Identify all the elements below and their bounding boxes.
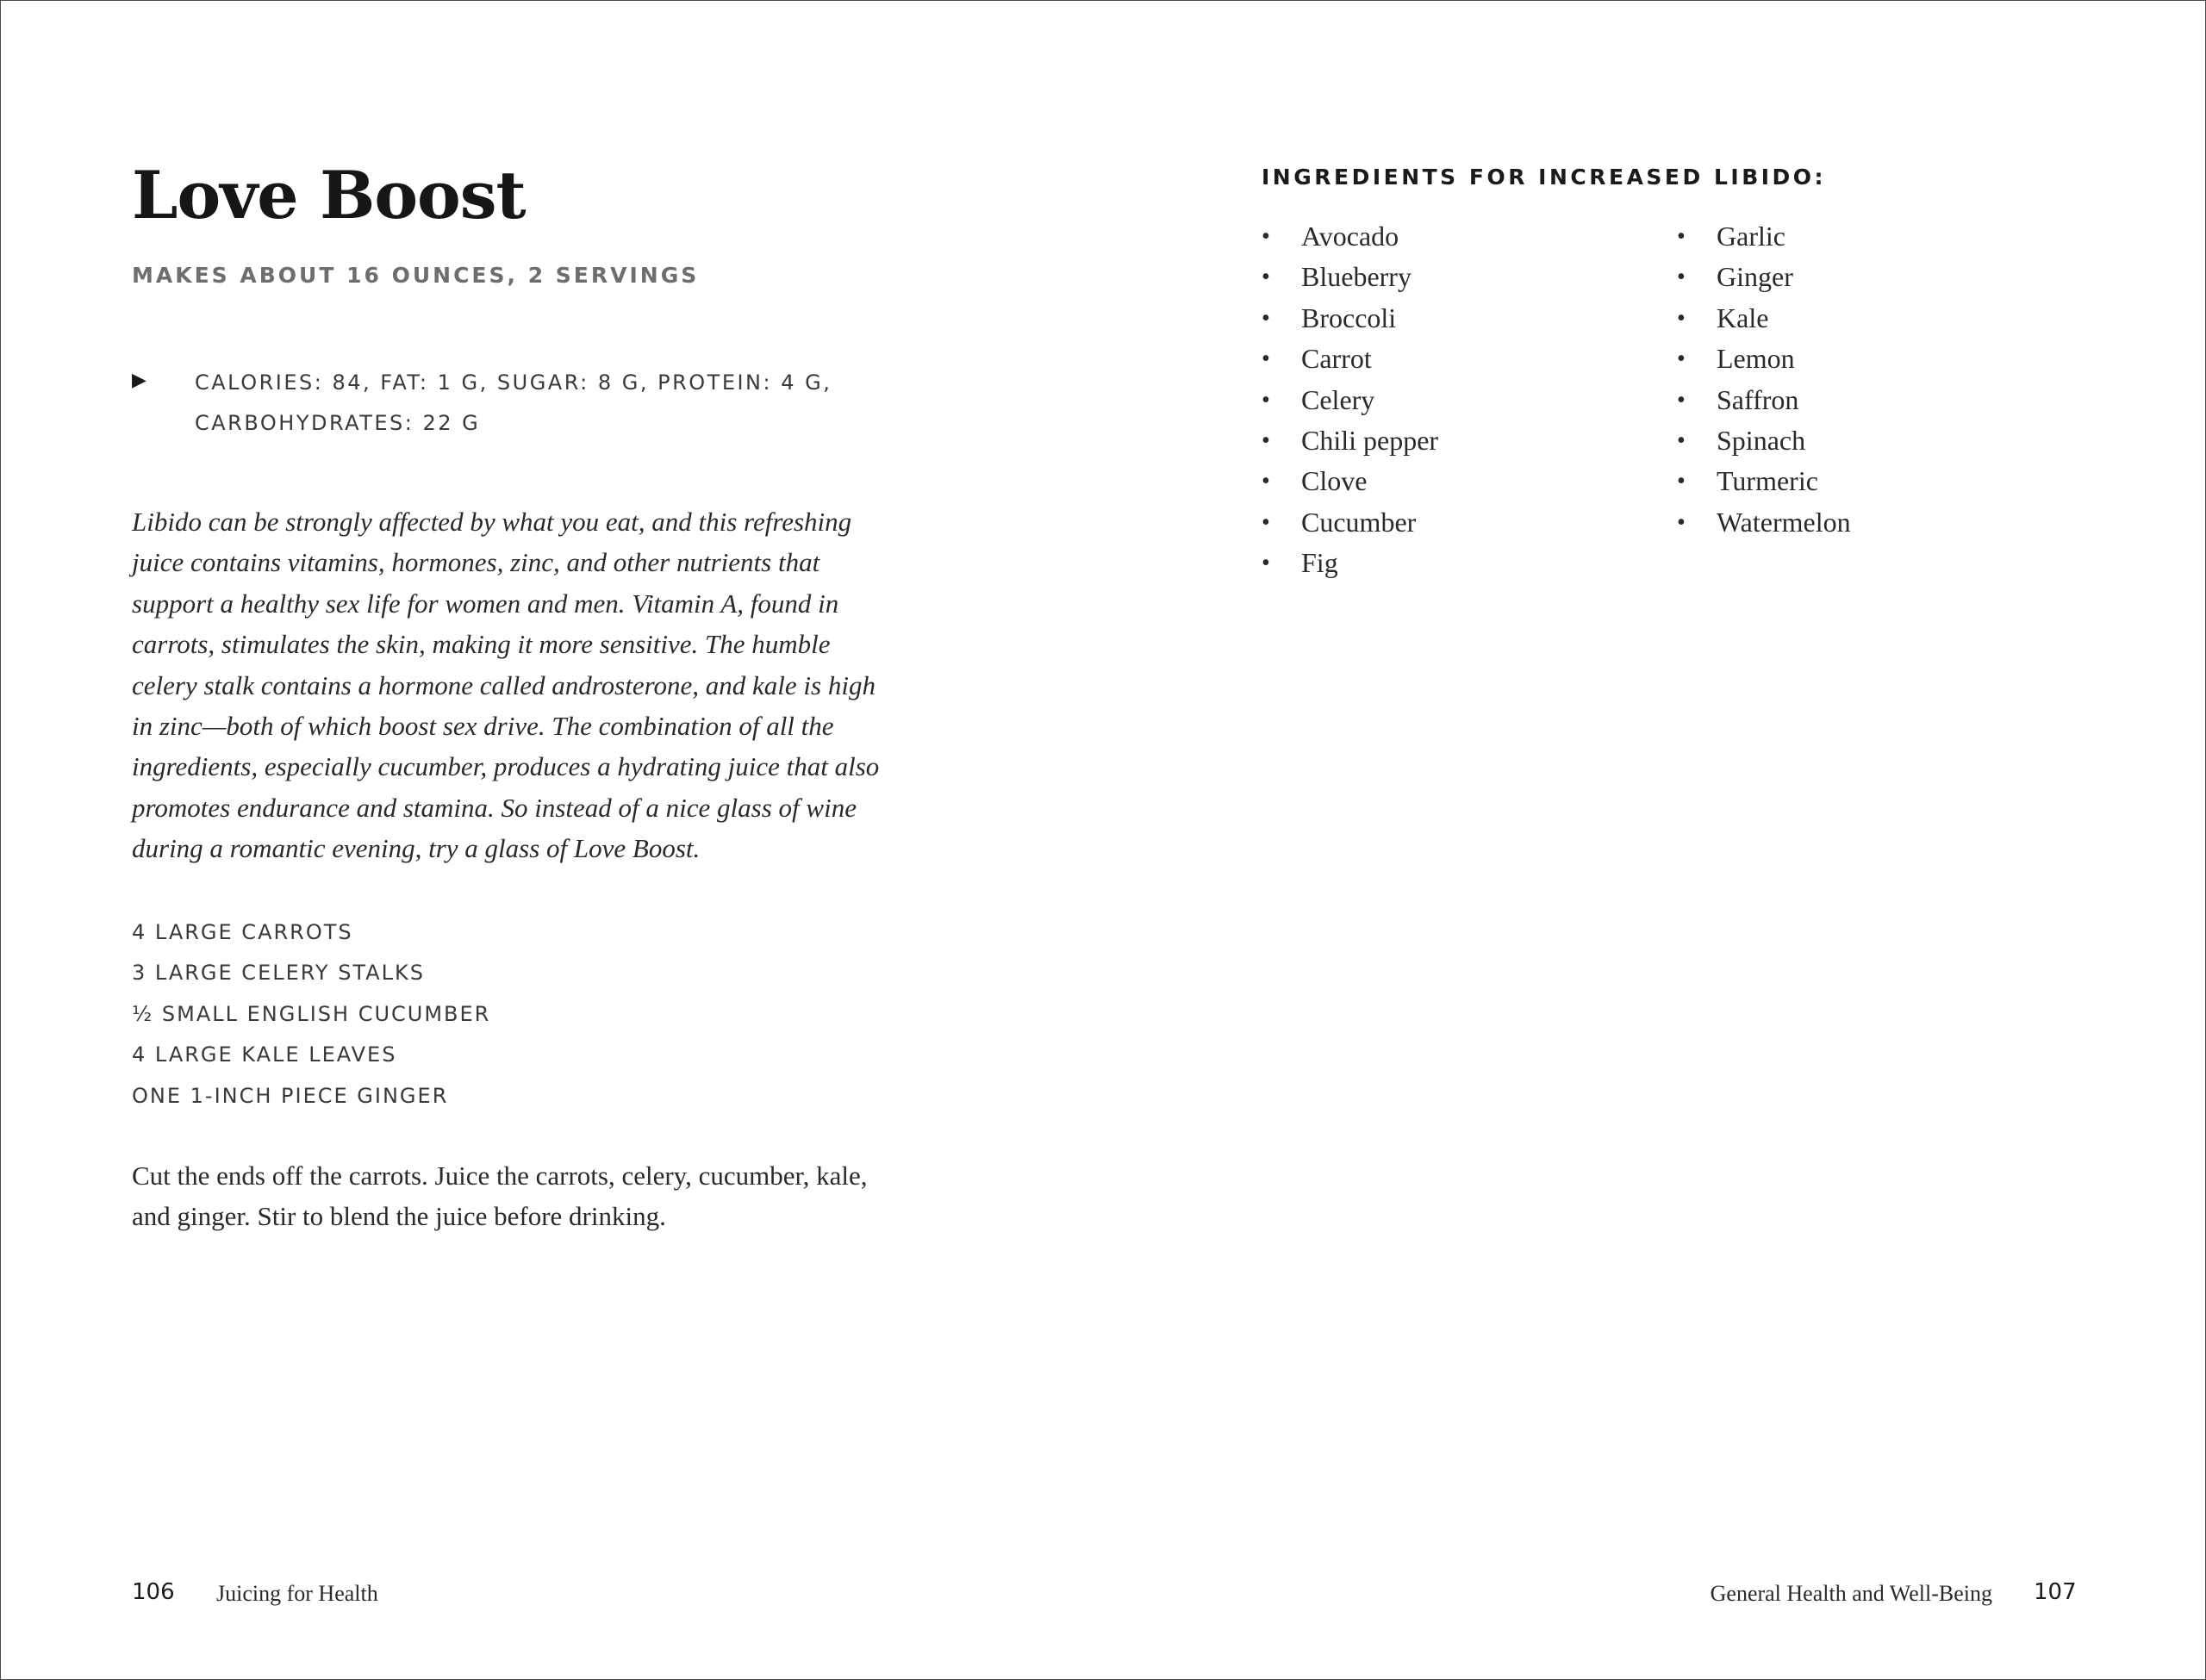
- bullet-icon: •: [1262, 550, 1270, 577]
- libido-item-label: Saffron: [1717, 383, 1799, 415]
- intro-line: carrots, stimulates the skin, making it more sensitive. The humble: [132, 629, 831, 660]
- libido-item-label: Broccoli: [1301, 302, 1397, 333]
- intro-line: support a healthy sex life for women and men. Vitamin A, found in: [132, 588, 839, 619]
- bullet-icon: •: [1677, 304, 1686, 332]
- libido-item-label: Clove: [1301, 465, 1368, 497]
- bullet-icon: •: [1677, 345, 1686, 373]
- libido-item: [1677, 502, 1851, 543]
- recipe-yield: MAKES ABOUT 16 OUNCES, 2 SERVINGS: [132, 263, 700, 288]
- ingredient-list: [132, 912, 490, 1117]
- libido-item: [1262, 216, 1438, 257]
- libido-item-label: Celery: [1301, 383, 1375, 415]
- nutrition-line: CALORIES: 84, FAT: 1 G, SUGAR: 8 G, PROTEIN: 4 G,: [195, 370, 832, 395]
- libido-item-label: Blueberry: [1301, 261, 1411, 293]
- ingredient-item: 4 LARGE KALE LEAVES: [132, 1042, 397, 1067]
- recipe-title: Love Boost: [132, 157, 526, 233]
- libido-item: [1262, 298, 1438, 339]
- bullet-icon: •: [1677, 223, 1686, 250]
- recipe-directions: [132, 1155, 994, 1237]
- bullet-icon: •: [1262, 508, 1270, 536]
- play-arrow-icon: ▶: [132, 370, 146, 391]
- intro-line: promotes endurance and stamina. So instead of a nice glass of wine: [132, 792, 857, 823]
- recipe-intro: [132, 501, 959, 869]
- nutrition-info: [195, 363, 970, 444]
- libido-item-label: Chili pepper: [1301, 425, 1439, 457]
- left-running-head: Juicing for Health: [216, 1581, 378, 1606]
- intro-line: during a romantic evening, try a glass of Love Boost.: [132, 833, 701, 864]
- right-page-number: 107: [2034, 1579, 2077, 1605]
- libido-item-label: Watermelon: [1717, 506, 1851, 538]
- ingredient-item: ½ SMALL ENGLISH CUCUMBER: [132, 1001, 491, 1026]
- intro-line: ingredients, especially cucumber, produces a hydrating juice that also: [132, 751, 880, 782]
- libido-list-column-1: [1262, 216, 1438, 584]
- libido-item: [1677, 298, 1851, 339]
- bullet-icon: •: [1677, 468, 1686, 495]
- libido-item: [1262, 461, 1438, 501]
- bullet-icon: •: [1262, 427, 1270, 455]
- libido-item: [1677, 216, 1851, 257]
- libido-item: [1262, 502, 1438, 543]
- bullet-icon: •: [1677, 427, 1686, 455]
- libido-item-label: Ginger: [1717, 261, 1793, 293]
- libido-item-label: Cucumber: [1301, 506, 1417, 538]
- intro-line: in zinc—both of which boost sex drive. The combination of all the: [132, 711, 834, 742]
- bullet-icon: •: [1262, 223, 1270, 250]
- ingredient-item: 3 LARGE CELERY STALKS: [132, 961, 425, 986]
- bullet-icon: •: [1262, 304, 1270, 332]
- libido-item-label: Fig: [1301, 547, 1338, 579]
- bullet-icon: •: [1677, 508, 1686, 536]
- nutrition-line: CARBOHYDRATES: 22 G: [195, 411, 481, 435]
- libido-item-label: Garlic: [1717, 221, 1785, 252]
- bullet-icon: •: [1262, 345, 1270, 373]
- bullet-icon: •: [1677, 264, 1686, 291]
- libido-item-label: Turmeric: [1717, 465, 1818, 497]
- libido-item-label: Kale: [1717, 302, 1769, 333]
- intro-line: juice contains vitamins, hormones, zinc, and other nutrients that: [132, 547, 820, 578]
- directions-line: and ginger. Stir to blend the juice before drinking.: [132, 1201, 666, 1232]
- ingredient-item: 4 LARGE CARROTS: [132, 920, 353, 944]
- bullet-icon: •: [1677, 386, 1686, 414]
- right-running-head: General Health and Well-Being: [1710, 1581, 1992, 1606]
- libido-item: [1262, 543, 1438, 583]
- libido-item: [1677, 461, 1851, 501]
- libido-item-label: Lemon: [1717, 343, 1795, 375]
- libido-item-label: Carrot: [1301, 343, 1372, 375]
- libido-item: [1262, 420, 1438, 461]
- bullet-icon: •: [1262, 386, 1270, 414]
- libido-item: [1677, 339, 1851, 379]
- libido-item: [1677, 257, 1851, 297]
- left-page-number: 106: [132, 1579, 175, 1605]
- libido-item: [1262, 257, 1438, 297]
- libido-item: [1262, 339, 1438, 379]
- bullet-icon: •: [1262, 264, 1270, 291]
- libido-heading: INGREDIENTS FOR INCREASED LIBIDO:: [1262, 165, 1827, 190]
- libido-item-label: Avocado: [1301, 221, 1399, 252]
- libido-item: [1677, 420, 1851, 461]
- libido-item: [1262, 380, 1438, 420]
- libido-list-column-2: [1677, 216, 1851, 543]
- ingredient-item: ONE 1-INCH PIECE GINGER: [132, 1083, 449, 1108]
- bullet-icon: •: [1262, 468, 1270, 495]
- libido-item: [1677, 380, 1851, 420]
- intro-line: celery stalk contains a hormone called androsterone, and kale is high: [132, 669, 876, 700]
- libido-item-label: Spinach: [1717, 425, 1806, 457]
- intro-line: Libido can be strongly affected by what you eat, and this refreshing: [132, 507, 852, 537]
- directions-line: Cut the ends off the carrots. Juice the carrots, celery, cucumber, kale,: [132, 1160, 868, 1191]
